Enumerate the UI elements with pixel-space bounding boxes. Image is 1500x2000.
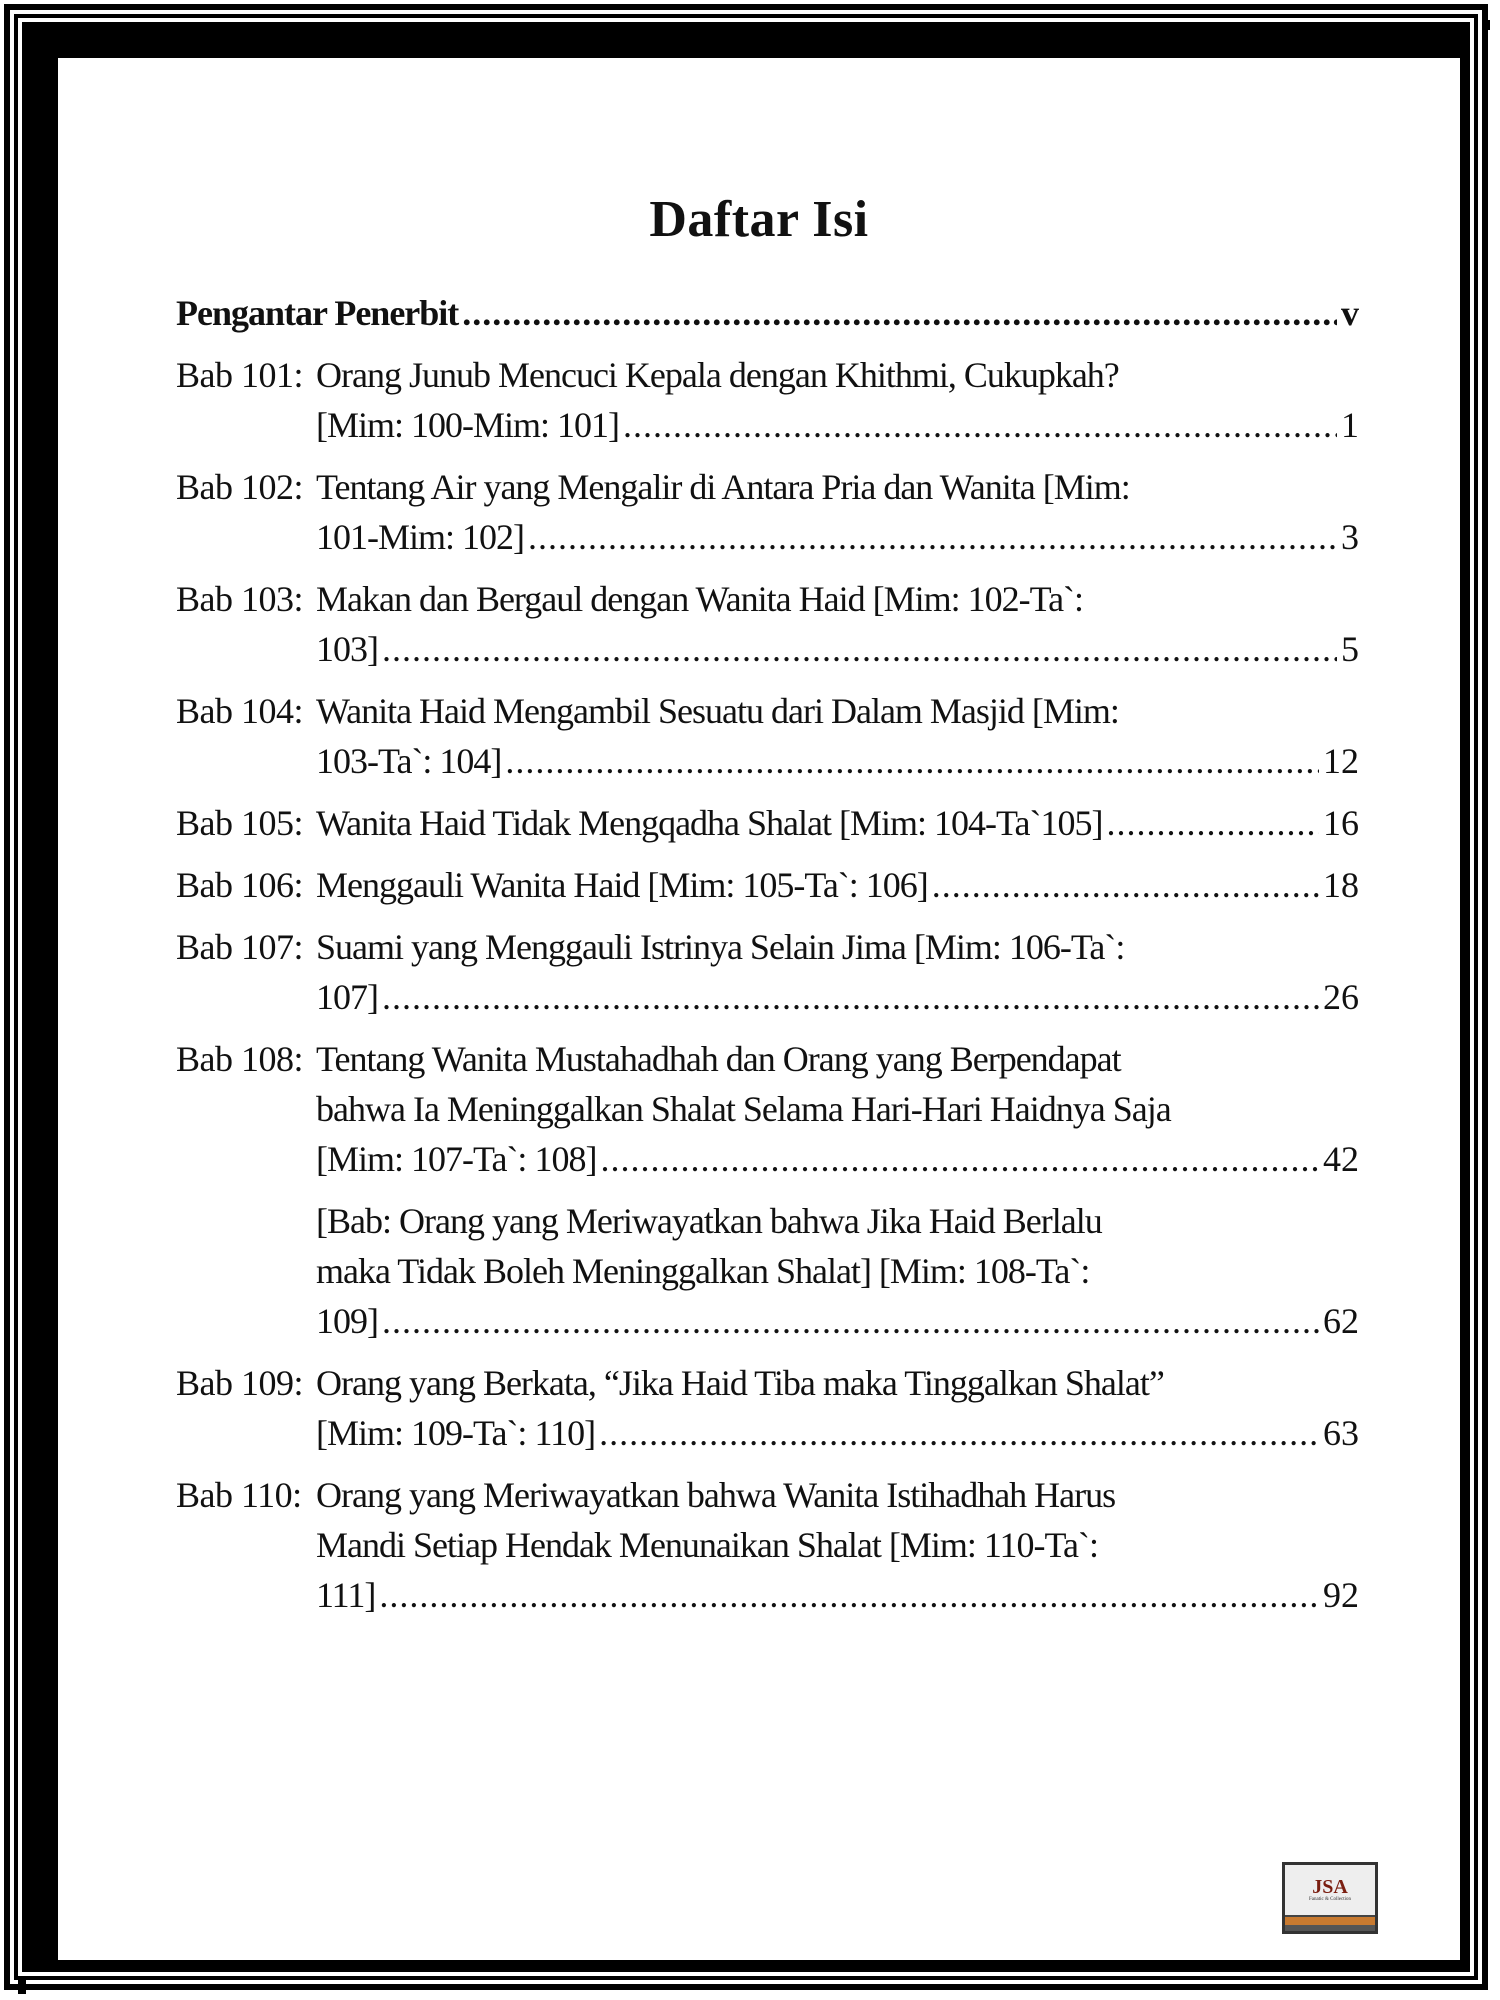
chapter-title-line: Orang yang Meriwayatkan bahwa Wanita Istihadhah Harus	[316, 1475, 1116, 1515]
toc-entry[interactable]	[176, 1358, 1359, 1458]
page-number: 16	[1323, 803, 1359, 843]
dot-leader	[600, 1134, 1319, 1184]
logo-base	[1285, 1925, 1375, 1931]
dot-leader	[623, 400, 1337, 450]
chapter-title-line: Makan dan Bergaul dengan Wanita Haid [Mim: 102-Ta`:	[316, 579, 1084, 619]
chapter-title-line: Tentang Wanita Mustahadhah dan Orang yang Berpendapat	[316, 1039, 1121, 1079]
chapter-number: Bab 103:	[176, 579, 303, 619]
chapter-title-last-line: [Mim: 107-Ta`: 108]	[316, 1139, 597, 1179]
chapter-number: Bab 106:	[176, 865, 303, 905]
chapter-title-line: [Bab: Orang yang Meriwayatkan bahwa Jika Haid Berlalu	[316, 1201, 1102, 1241]
dot-leader	[382, 1296, 1319, 1346]
chapter-title-line: Mandi Setiap Hendak Menunaikan Shalat [Mim: 110-Ta`:	[316, 1525, 1098, 1565]
chapter-title-line: Orang yang Berkata, “Jika Haid Tiba maka Tinggalkan Shalat”	[316, 1363, 1164, 1403]
page	[58, 58, 1460, 1960]
chapter-number: Bab 102:	[176, 467, 303, 507]
toc-entry[interactable]	[176, 798, 1359, 848]
chapter-title-line: Orang Junub Mencuci Kepala dengan Khithmi, Cukupkah?	[316, 355, 1119, 395]
dot-leader	[505, 736, 1319, 786]
chapter-title-last-line: 103-Ta`: 104]	[316, 741, 502, 781]
toc-entry[interactable]	[176, 574, 1359, 674]
chapter-title-last-line: 101-Mim: 102]	[316, 517, 524, 557]
dot-leader	[382, 972, 1319, 1022]
chapter-title-last-line: 111]	[316, 1575, 376, 1615]
page-number: 62	[1323, 1301, 1359, 1341]
chapter-number: Bab 101:	[176, 355, 303, 395]
page-number: 3	[1341, 517, 1359, 557]
toc-entry[interactable]	[176, 462, 1359, 562]
chapter-title-line: Tentang Air yang Mengalir di Antara Pria dan Wanita [Mim:	[316, 467, 1130, 507]
preface-label: Pengantar Penerbit	[176, 293, 459, 333]
chapter-number: Bab 108:	[176, 1039, 303, 1079]
toc-entry[interactable]	[176, 1470, 1359, 1620]
page-number: 42	[1323, 1139, 1359, 1179]
chapter-title-last-line: 103]	[316, 629, 378, 669]
toc-entry[interactable]	[176, 1196, 1359, 1346]
page-number: 5	[1341, 629, 1359, 669]
chapter-title-line: maka Tidak Boleh Meninggalkan Shalat] [Mim: 108-Ta`:	[316, 1251, 1090, 1291]
jsa-logo	[1282, 1862, 1378, 1934]
chapter-number: Bab 109:	[176, 1363, 303, 1403]
chapter-title-last-line: Menggauli Wanita Haid [Mim: 105-Ta`: 106]	[316, 865, 928, 905]
dot-leader	[932, 860, 1319, 910]
dot-leader	[1106, 798, 1319, 848]
page-number: 1	[1341, 405, 1359, 445]
page-title: Daftar Isi	[649, 191, 869, 248]
toc-preface[interactable]	[176, 288, 1359, 338]
preface-page: v	[1341, 293, 1359, 333]
table-of-contents	[176, 288, 1359, 1632]
page-number: 92	[1323, 1575, 1359, 1615]
page-number: 63	[1323, 1413, 1359, 1453]
chapter-title-last-line: [Mim: 109-Ta`: 110]	[316, 1413, 596, 1453]
toc-entry[interactable]	[176, 686, 1359, 786]
dot-leader	[379, 1570, 1319, 1620]
chapter-title-last-line: 107]	[316, 977, 378, 1017]
chapter-number: Bab 107:	[176, 927, 303, 967]
frame-tick-top	[1484, 20, 1490, 30]
chapter-number: Bab 104:	[176, 691, 303, 731]
toc-entry[interactable]	[176, 860, 1359, 910]
frame-tick-bottom	[18, 1976, 26, 1994]
chapter-title-last-line: 109]	[316, 1301, 378, 1341]
logo-word: JSA	[1312, 1876, 1348, 1898]
logo-bar	[1285, 1917, 1375, 1925]
dot-leader	[528, 512, 1337, 562]
page-number: 18	[1323, 865, 1359, 905]
chapter-title-last-line: Wanita Haid Tidak Mengqadha Shalat [Mim: 104-Ta`105]	[316, 803, 1103, 843]
logo-sub: Fanatic & Collection	[1309, 1897, 1351, 1902]
toc-entry[interactable]	[176, 922, 1359, 1022]
dot-leader	[462, 288, 1337, 338]
chapter-title-last-line: [Mim: 100-Mim: 101]	[316, 405, 619, 445]
chapter-number: Bab 110:	[176, 1475, 302, 1515]
chapter-title-line: Wanita Haid Mengambil Sesuatu dari Dalam Masjid [Mim:	[316, 691, 1119, 731]
page-number: 12	[1323, 741, 1359, 781]
dot-leader	[382, 624, 1337, 674]
chapter-title-line: Suami yang Menggauli Istrinya Selain Jima [Mim: 106-Ta`:	[316, 927, 1125, 967]
toc-entry[interactable]	[176, 1034, 1359, 1184]
chapter-title-line: bahwa Ia Meninggalkan Shalat Selama Hari-Hari Haidnya Saja	[316, 1089, 1171, 1129]
chapter-number: Bab 105:	[176, 803, 303, 843]
dot-leader	[599, 1408, 1319, 1458]
toc-entry[interactable]	[176, 350, 1359, 450]
page-number: 26	[1323, 977, 1359, 1017]
